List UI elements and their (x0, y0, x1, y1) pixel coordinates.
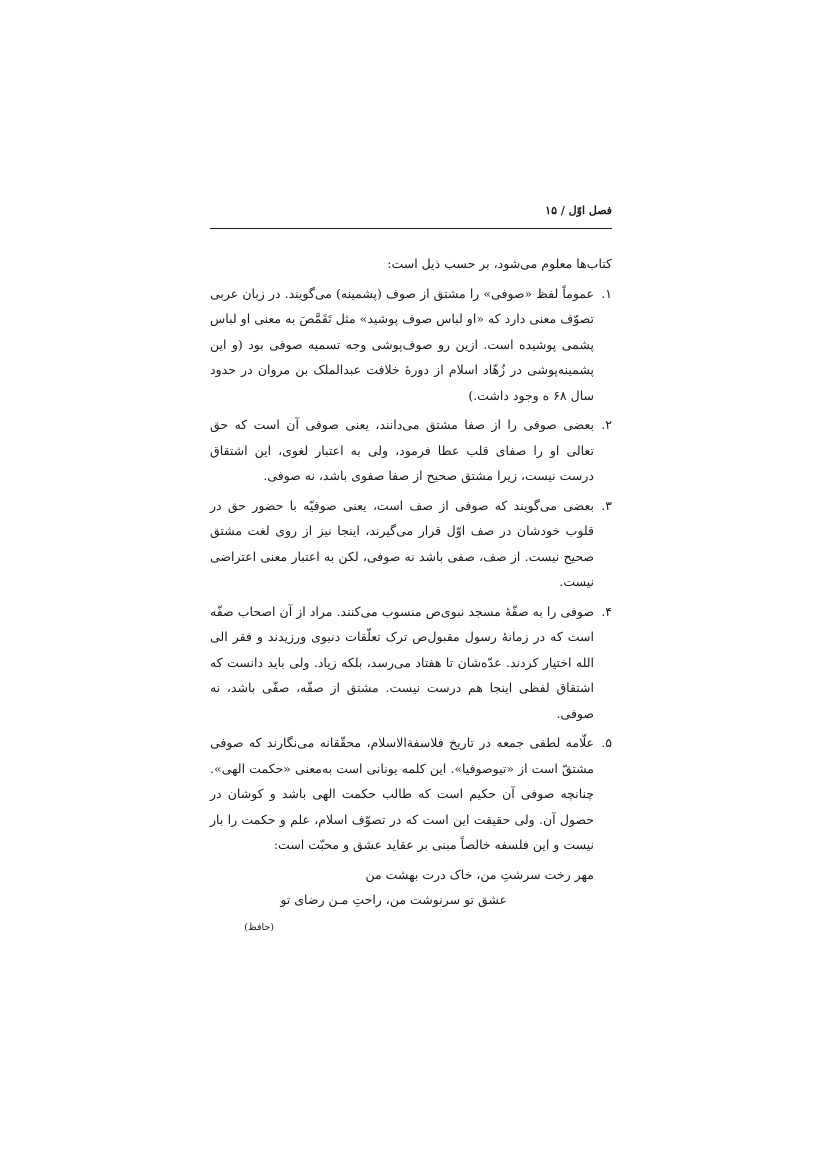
list-item-number: ۲. (601, 417, 612, 432)
running-header (210, 200, 612, 229)
list-item-text: بعضی می‌گویند که صوفی از صف است، یعنی صوفیّه با حضور حق در قلوب خودشان در صف اوّل قرار می‌گیرند، اینجا نیز از روی لغت مشتق صحیح نیست. از صف، صفی باشد نه صوفی، لکن به اعتبار معنی اعتراضی نیست. (210, 497, 594, 589)
poem-block (210, 862, 612, 941)
running-title: فصل اوّل / ۱۵ (545, 204, 612, 217)
list-item-text: عموماً لفظ «صوفی» را مشتق از صوف (پشمینه) می‌گویند. در زبان عربی تصوّف معنی دارد که «او لباس صوف پوشید» مثل تَقَمَّصَ به معنی او لباس پشمی پوشیده است. ازین رو صوف‌پوشی وجه تسمیه صوفی بود (و این پشمینه‌پوشی در زُهّاد اسلام از دورهٔ خلافت عبدالملک بن مروان در حدود سال ۶۸ ه وجود داشت.) (210, 285, 594, 403)
list-item-number: ۱. (601, 285, 612, 301)
list-item-4 (210, 599, 612, 727)
list-item-number: ۳. (601, 497, 612, 513)
numbered-list (210, 281, 612, 858)
list-item-number: ۵. (601, 735, 612, 750)
intro-line: کتاب‌ها معلوم می‌شود، بر حسب ذیل است: (387, 256, 612, 271)
list-item-1 (210, 281, 612, 409)
list-item-3 (210, 493, 612, 595)
list-item-text: علّامه لطفی جمعه در تاریخ فلاسفةالاسلام، محقّقانه می‌نگارند که صوفی مشتقّ است از «تیوصوفیا». این کلمه یونانی است به‌معنی «حکمت الهی». چنانچه صوفی آن حکیم است که طالب حکمت الهی باشد و کوشان در حصول آن. ولی حقیقت این است که در تصوّف اسلام، علم و حکمت را بار نیست و این فلسفه خالصاً مبنی بر عقاید عشق و محبّت است: (210, 735, 594, 852)
list-item-5 (210, 730, 612, 858)
poem-line-2: عشق تو سرنوشت من، راحتِ مـن رضای تو (280, 892, 507, 907)
list-item-2 (210, 412, 612, 489)
poem-attribution: (حافظ) (244, 921, 274, 933)
list-item-number: ۴. (601, 603, 612, 619)
list-item-text: صوفی را به صفّهٔ مسجد نبوی‌ص منسوب می‌کنند. مراد از آن اصحاب صفّه است که در زمانهٔ رسول مقبول‌ص ترک تعلّقات دنیوی ورزیدند و فقر الی الله اختیار کردند. عدّه‌شان تا هفتاد می‌رسد، بلکه زیاد. ولی باید دانست که اشتقاق لفظی اینجا هم درست نیست. مشتق از صفّه، صفّی باشد، نه صوفی. (210, 603, 594, 721)
book-page (210, 200, 612, 940)
poem-line-1: مهر رخت سرشتِ من، خاک درت بهشت من (365, 866, 594, 882)
list-item-text: بعضی صوفی را از صفا مشتق می‌دانند، یعنی صوفی آن است که حق تعالی او را صفای قلب عطا فرمود، ولی به اعتبار لغوی، این اشتقاق درست نیست، زیرا مشتق صحیح از صفا صفوی باشد، نه صوفی. (210, 417, 594, 483)
